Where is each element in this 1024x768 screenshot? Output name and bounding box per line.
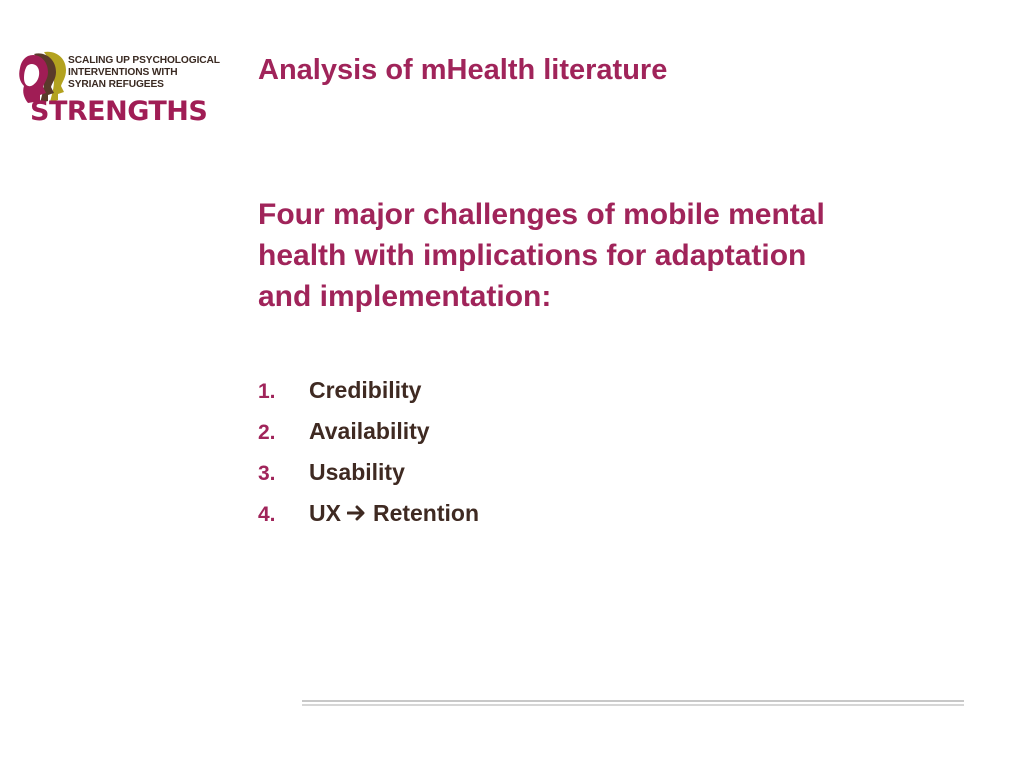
subtitle-line: and implementation:	[258, 280, 552, 313]
logo-tagline-line: INTERVENTIONS WITH	[68, 67, 178, 79]
list-item-text-after: Retention	[372, 500, 480, 526]
logo-tagline-line: SCALING UP PSYCHOLOGICAL	[68, 55, 220, 66]
list-item-number: 3.	[258, 462, 276, 485]
divider-line	[302, 704, 964, 706]
list-item-text-group	[309, 495, 479, 531]
right-arrow-icon	[347, 504, 367, 522]
subtitle-line: Four major challenges of mobile mental	[258, 198, 825, 231]
list-item-text: Credibility	[309, 377, 422, 403]
footer-divider	[302, 700, 964, 706]
divider-line	[302, 700, 964, 702]
slide-subtitle	[258, 194, 958, 317]
list-item-text: Usability	[309, 459, 405, 485]
slide-title: Analysis of mHealth literature	[258, 54, 668, 86]
subtitle-line: health with implications for adaptation	[258, 239, 807, 272]
list-item-text: UX	[309, 500, 341, 526]
list-item-number: 1.	[258, 380, 276, 403]
list-item-number: 4.	[258, 503, 276, 526]
logo-tagline	[68, 55, 238, 92]
logo-tagline-line: SYRIAN REFUGEES	[68, 79, 164, 91]
strengths-logo	[14, 48, 229, 130]
list-item-number: 2.	[258, 421, 276, 444]
list-item	[258, 495, 479, 536]
challenges-list	[258, 372, 479, 536]
list-item-text: Availability	[309, 418, 430, 444]
logo-wordmark: STRENGTHS	[30, 96, 208, 127]
list-item	[258, 454, 479, 495]
list-item	[258, 413, 479, 454]
list-item	[258, 372, 479, 413]
